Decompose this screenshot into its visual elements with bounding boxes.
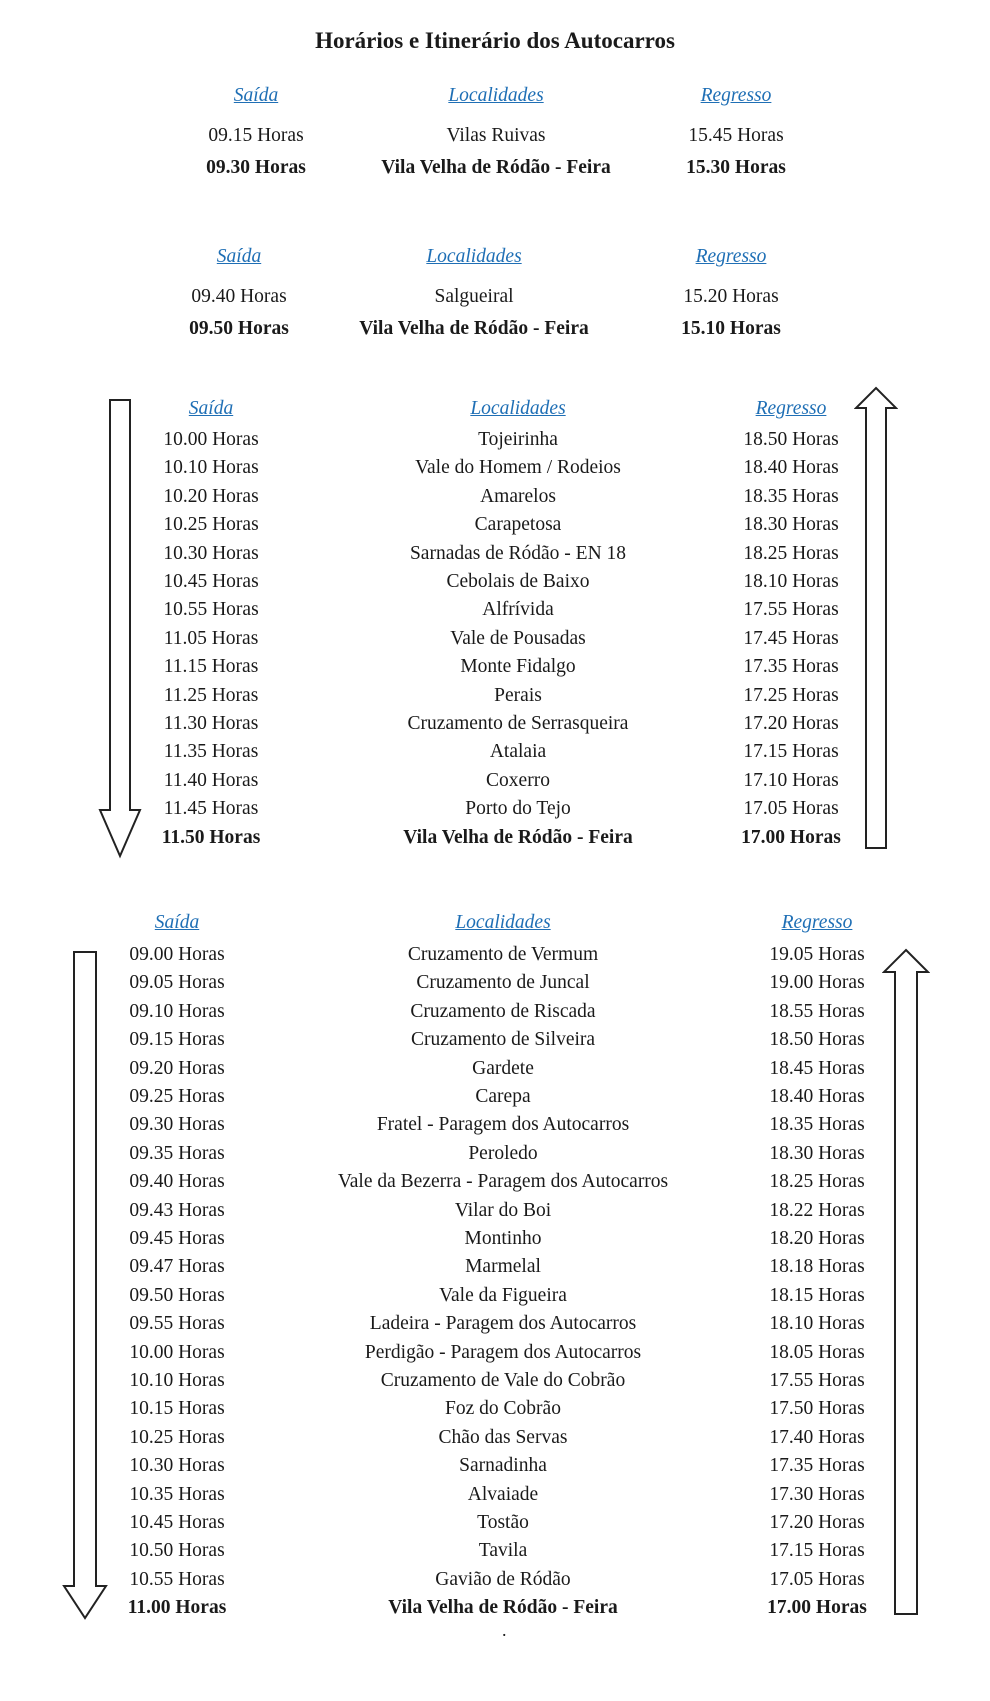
departure-time: 09.30 Horas xyxy=(129,1114,225,1135)
location-name: Chão das Servas xyxy=(438,1427,568,1448)
departure-time: 09.40 Horas xyxy=(191,286,287,307)
return-time: 15.20 Horas xyxy=(683,286,779,307)
return-time: 17.25 Horas xyxy=(743,685,839,706)
location-name: Vilar do Boi xyxy=(454,1200,552,1221)
return-time: 17.10 Horas xyxy=(743,770,839,791)
location-name: Carepa xyxy=(475,1086,531,1107)
location-name: Perais xyxy=(494,685,542,706)
departure-time: 11.40 Horas xyxy=(163,770,259,791)
location-name: Montinho xyxy=(464,1228,542,1249)
column-header-saida: Saída xyxy=(154,912,200,933)
return-time: 17.50 Horas xyxy=(769,1398,865,1419)
location-name: Fratel - Paragem dos Autocarros xyxy=(376,1114,630,1135)
departure-time: 11.05 Horas xyxy=(163,628,259,649)
departure-time: 10.45 Horas xyxy=(129,1512,225,1533)
return-time: 17.15 Horas xyxy=(769,1540,865,1561)
location-name: Peroledo xyxy=(468,1143,538,1164)
footer-mark: . xyxy=(502,1620,507,1640)
departure-time: 09.30 Horas xyxy=(206,157,306,178)
departure-time: 10.25 Horas xyxy=(129,1427,225,1448)
location-name: Vale de Pousadas xyxy=(450,628,586,649)
return-time: 17.55 Horas xyxy=(769,1370,865,1391)
return-time: 17.05 Horas xyxy=(743,798,839,819)
location-name: Cruzamento de Serrasqueira xyxy=(407,713,629,734)
return-time: 18.30 Horas xyxy=(769,1143,865,1164)
column-header-regresso: Regresso xyxy=(695,246,767,267)
location-name: Carapetosa xyxy=(474,514,562,535)
return-time: 18.35 Horas xyxy=(743,486,839,507)
location-name: Vila Velha de Ródão - Feira xyxy=(381,157,611,178)
departure-time: 09.35 Horas xyxy=(129,1143,225,1164)
departure-time: 10.10 Horas xyxy=(163,457,259,478)
return-direction-arrow-up-icon xyxy=(882,948,930,1616)
column-header-saida: Saída xyxy=(188,398,234,419)
location-name: Cebolais de Baixo xyxy=(446,571,590,592)
departure-time: 10.00 Horas xyxy=(163,429,259,450)
departure-time: 10.55 Horas xyxy=(163,599,259,620)
column-header-regresso: Regresso xyxy=(700,85,772,106)
location-name: Vilas Ruivas xyxy=(446,125,546,146)
departure-time: 11.30 Horas xyxy=(163,713,259,734)
return-time: 18.25 Horas xyxy=(769,1171,865,1192)
departure-time: 10.55 Horas xyxy=(129,1569,225,1590)
return-time: 17.35 Horas xyxy=(769,1455,865,1476)
return-time: 17.30 Horas xyxy=(769,1484,865,1505)
departure-time: 09.45 Horas xyxy=(129,1228,225,1249)
location-name: Porto do Tejo xyxy=(465,798,571,819)
return-time: 17.45 Horas xyxy=(743,628,839,649)
return-time: 18.50 Horas xyxy=(743,429,839,450)
location-name: Monte Fidalgo xyxy=(460,656,576,677)
location-name: Tojeirinha xyxy=(478,429,558,450)
location-name: Sarnadinha xyxy=(459,1455,547,1476)
departure-time: 10.30 Horas xyxy=(129,1455,225,1476)
return-time: 18.20 Horas xyxy=(769,1228,865,1249)
departure-direction-arrow-down-icon xyxy=(98,398,142,860)
location-name: Sarnadas de Ródão - EN 18 xyxy=(409,543,627,564)
page-title: Horários e Itinerário dos Autocarros xyxy=(315,28,675,53)
location-name: Cruzamento de Juncal xyxy=(416,972,590,993)
departure-time: 11.15 Horas xyxy=(163,656,259,677)
return-time: 17.20 Horas xyxy=(743,713,839,734)
column-header-saida: Saída xyxy=(233,85,279,106)
column-header-localidades: Localidades xyxy=(455,912,551,933)
return-time: 17.20 Horas xyxy=(769,1512,865,1533)
return-time: 15.10 Horas xyxy=(681,318,781,339)
location-name: Foz do Cobrão xyxy=(445,1398,561,1419)
departure-time: 10.25 Horas xyxy=(163,514,259,535)
departure-time: 09.15 Horas xyxy=(208,125,304,146)
return-time: 19.05 Horas xyxy=(769,944,865,965)
departure-time: 09.05 Horas xyxy=(129,972,225,993)
departure-time: 11.25 Horas xyxy=(163,685,259,706)
return-direction-arrow-up-icon xyxy=(854,386,898,850)
return-time: 18.05 Horas xyxy=(769,1342,865,1363)
location-name: Cruzamento de Vermum xyxy=(407,944,599,965)
departure-time: 09.50 Horas xyxy=(129,1285,225,1306)
departure-time: 09.25 Horas xyxy=(129,1086,225,1107)
return-time: 18.15 Horas xyxy=(769,1285,865,1306)
departure-time: 09.20 Horas xyxy=(129,1058,225,1079)
departure-time: 09.00 Horas xyxy=(129,944,225,965)
location-name: Ladeira - Paragem dos Autocarros xyxy=(369,1313,637,1334)
departure-time: 09.43 Horas xyxy=(129,1200,225,1221)
return-time: 17.55 Horas xyxy=(743,599,839,620)
return-time: 17.35 Horas xyxy=(743,656,839,677)
column-header-localidades: Localidades xyxy=(448,85,544,106)
column-header-localidades: Localidades xyxy=(426,246,522,267)
location-name: Coxerro xyxy=(486,770,550,791)
location-name: Tostão xyxy=(477,1512,529,1533)
return-time: 18.22 Horas xyxy=(769,1200,865,1221)
return-time: 18.10 Horas xyxy=(743,571,839,592)
return-time: 17.05 Horas xyxy=(769,1569,865,1590)
location-name: Gardete xyxy=(472,1058,534,1079)
location-name: Vila Velha de Ródão - Feira xyxy=(359,318,589,339)
return-time: 18.55 Horas xyxy=(769,1001,865,1022)
column-header-regresso: Regresso xyxy=(781,912,853,933)
column-header-localidades: Localidades xyxy=(470,398,566,419)
location-name: Atalaia xyxy=(489,741,547,762)
location-name: Vale da Figueira xyxy=(439,1285,567,1306)
location-name: Vale do Homem / Rodeios xyxy=(415,457,621,478)
location-name: Alvaiade xyxy=(467,1484,539,1505)
location-name: Cruzamento de Vale do Cobrão xyxy=(380,1370,626,1391)
departure-time: 09.55 Horas xyxy=(129,1313,225,1334)
departure-direction-arrow-down-icon xyxy=(62,950,108,1620)
location-name: Cruzamento de Silveira xyxy=(410,1029,596,1050)
return-time: 17.15 Horas xyxy=(743,741,839,762)
return-time: 18.30 Horas xyxy=(743,514,839,535)
location-name: Amarelos xyxy=(480,486,556,507)
departure-time: 10.30 Horas xyxy=(163,543,259,564)
departure-time: 09.50 Horas xyxy=(189,318,289,339)
departure-time: 09.40 Horas xyxy=(129,1171,225,1192)
return-time: 18.10 Horas xyxy=(769,1313,865,1334)
departure-time: 10.10 Horas xyxy=(129,1370,225,1391)
departure-time: 09.47 Horas xyxy=(129,1256,225,1277)
return-time: 18.40 Horas xyxy=(769,1086,865,1107)
return-time: 18.25 Horas xyxy=(743,543,839,564)
departure-time: 11.35 Horas xyxy=(163,741,259,762)
return-time: 19.00 Horas xyxy=(769,972,865,993)
departure-time: 09.15 Horas xyxy=(129,1029,225,1050)
location-name: Tavila xyxy=(478,1540,528,1561)
location-name: Vale da Bezerra - Paragem dos Autocarros xyxy=(337,1171,669,1192)
location-name: Salgueiral xyxy=(434,286,514,307)
return-time: 18.50 Horas xyxy=(769,1029,865,1050)
return-time: 17.00 Horas xyxy=(767,1597,867,1618)
column-header-regresso: Regresso xyxy=(755,398,827,419)
location-name: Marmelal xyxy=(465,1256,541,1277)
departure-time: 10.45 Horas xyxy=(163,571,259,592)
location-name: Perdigão - Paragem dos Autocarros xyxy=(364,1342,642,1363)
return-time: 15.30 Horas xyxy=(686,157,786,178)
return-time: 17.00 Horas xyxy=(741,827,841,848)
return-time: 17.40 Horas xyxy=(769,1427,865,1448)
departure-time: 11.50 Horas xyxy=(161,827,261,848)
departure-time: 10.20 Horas xyxy=(163,486,259,507)
return-time: 15.45 Horas xyxy=(688,125,784,146)
location-name: Gavião de Ródão xyxy=(435,1569,571,1590)
column-header-saida: Saída xyxy=(216,246,262,267)
departure-time: 11.00 Horas xyxy=(127,1597,227,1618)
departure-time: 10.35 Horas xyxy=(129,1484,225,1505)
location-name: Vila Velha de Ródão - Feira xyxy=(403,827,633,848)
departure-time: 10.50 Horas xyxy=(129,1540,225,1561)
return-time: 18.40 Horas xyxy=(743,457,839,478)
return-time: 18.18 Horas xyxy=(769,1256,865,1277)
return-time: 18.35 Horas xyxy=(769,1114,865,1135)
departure-time: 10.15 Horas xyxy=(129,1398,225,1419)
departure-time: 11.45 Horas xyxy=(163,798,259,819)
departure-time: 10.00 Horas xyxy=(129,1342,225,1363)
return-time: 18.45 Horas xyxy=(769,1058,865,1079)
departure-time: 09.10 Horas xyxy=(129,1001,225,1022)
location-name: Cruzamento de Riscada xyxy=(410,1001,596,1022)
location-name: Alfrívida xyxy=(482,599,554,620)
location-name: Vila Velha de Ródão - Feira xyxy=(388,1597,618,1618)
